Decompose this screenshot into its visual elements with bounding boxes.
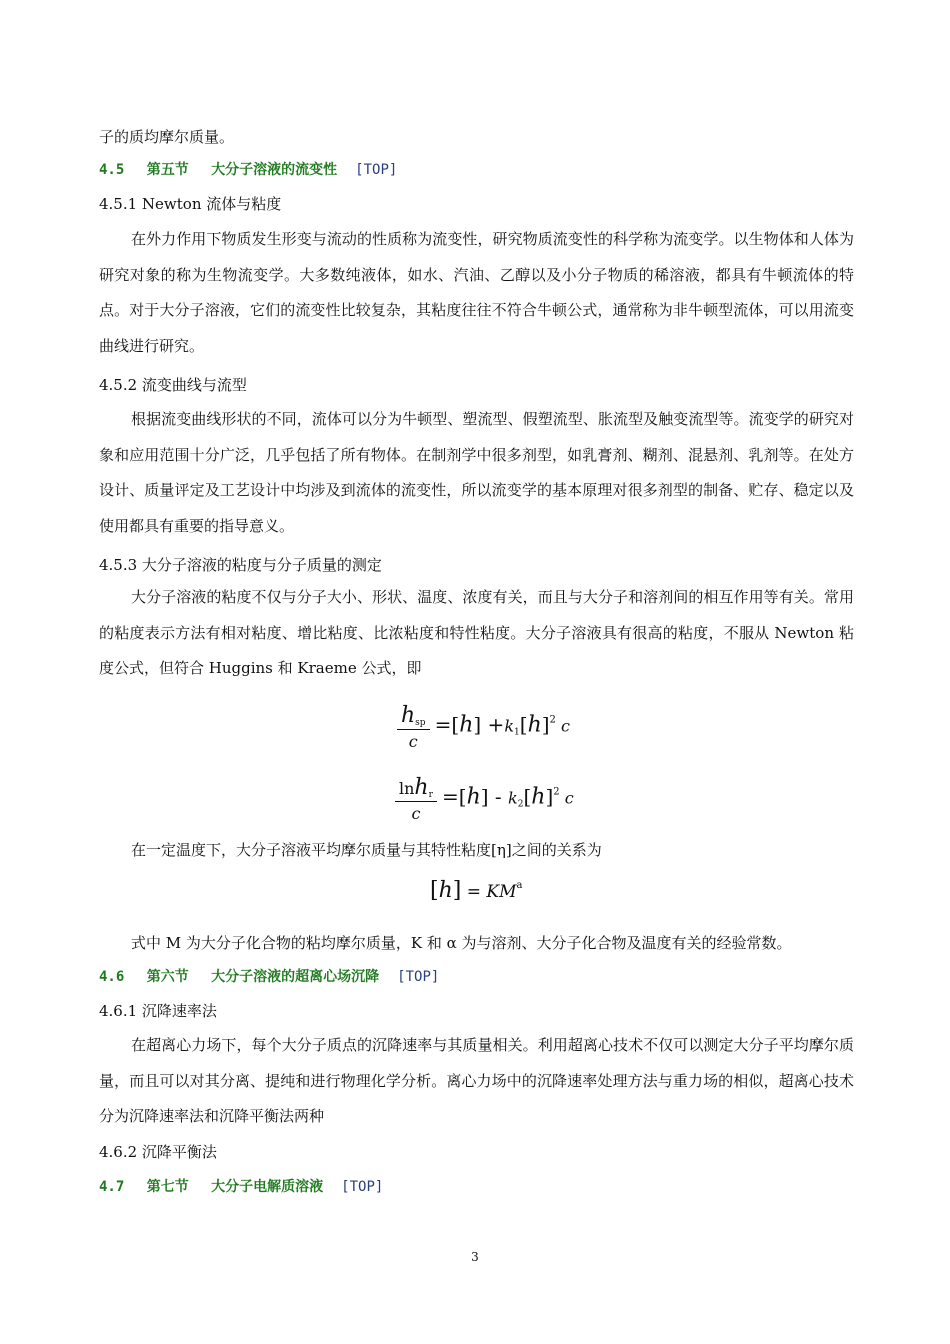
intro-tail-text: 子的质均摩尔质量。 bbox=[99, 128, 235, 146]
paragraph-temperature-relation: 在一定温度下，大分子溶液平均摩尔质量与其特性粘度[η]之间的关系为 bbox=[131, 841, 602, 859]
mark-houwink-formula: $[h] = KM^a$ bbox=[430, 878, 523, 903]
section-4-6-heading bbox=[99, 967, 439, 987]
subsection-4-5-1-heading: 4.5.1 Newton 流体与粘度 bbox=[99, 195, 282, 213]
subsection-4-5-2-heading: 4.5.2 流变曲线与流型 bbox=[99, 376, 247, 394]
section-4-6-top-link[interactable]: [TOP] bbox=[397, 969, 440, 985]
subsection-4-6-2-heading: 4.6.2 沉降平衡法 bbox=[99, 1143, 217, 1161]
section-4-7-heading bbox=[99, 1177, 383, 1197]
subsection-4-5-3-heading: 4.5.3 大分子溶液的粘度与分子质量的测定 bbox=[99, 556, 382, 574]
section-4-5-title: 4.5 第五节 大分子溶液的流变性 bbox=[99, 162, 338, 178]
huggins-fraction: $\frac{h_{sp}}{c}$ bbox=[397, 703, 430, 751]
section-4-6-title: 4.6 第六节 大分子溶液的超离心场沉降 bbox=[99, 969, 380, 985]
paragraph-4-5-3: 大分子溶液的粘度不仅与分子大小、形状、温度、浓度有关，而且与大分子和溶剂间的相互作用等有关。常用的粘度表示方法有相对粘度、增比粘度、比浓粘度和特性粘度。大分子溶液具有很高的粘度，不服从 Newton 粘度公式，但符合 Huggins 和 Kraeme 公式，即 bbox=[99, 588, 854, 677]
huggins-formula: $\frac{h_{sp}}{c}$ $=[h] +k_1[h]^2$ c bbox=[397, 703, 570, 751]
kraemer-formula: $\frac{\ln h_r}{c}$ $=[h] - k_2[h]^2$ c bbox=[395, 775, 574, 823]
page-number: 3 bbox=[471, 1250, 479, 1264]
paragraph-4-5-2: 根据流变曲线形状的不同，流体可以分为牛顿型、塑流型、假塑流型、胀流型及触变流型等。流变学的研究对象和应用范围十分广泛，几乎包括了所有物体。在制剂学中很多剂型，如乳膏剂、糊剂、混悬剂、乳剂等。在处方设计、质量评定及工艺设计中均涉及到流体的流变性，所以流变学的基本原理对很多剂型的制备、贮存、稳定以及使用都具有重要的指导意义。 bbox=[99, 410, 854, 535]
kraemer-fraction: $\frac{\ln h_r}{c}$ bbox=[395, 775, 437, 823]
paragraph-where-definitions: 式中 M 为大分子化合物的粘均摩尔质量，K 和 α 为与溶剂、大分子化合物及温度有关的经验常数。 bbox=[131, 934, 792, 952]
section-4-7-top-link[interactable]: [TOP] bbox=[341, 1179, 384, 1195]
section-4-5-top-link[interactable]: [TOP] bbox=[355, 162, 398, 178]
section-4-7-title: 4.7 第七节 大分子电解质溶液 bbox=[99, 1179, 324, 1195]
subsection-4-6-1-heading: 4.6.1 沉降速率法 bbox=[99, 1002, 217, 1020]
paragraph-4-6-1: 在超离心力场下，每个大分子质点的沉降速率与其质量相关。利用超离心技术不仅可以测定大分子平均摩尔质量，而且可以对其分离、提纯和进行物理化学分析。离心力场中的沉降速率处理方法与重力场的相似，超离心技术分为沉降速率法和沉降平衡法两种 bbox=[99, 1036, 854, 1125]
paragraph-4-5-1: 在外力作用下物质发生形变与流动的性质称为流变性，研究物质流变性的科学称为流变学。以生物体和人体为研究对象的称为生物流变学。大多数纯液体，如水、汽油、乙醇以及小分子物质的稀溶液，都具有牛顿流体的特点。对于大分子溶液，它们的流变性比较复杂，其粘度往往不符合牛顿公式，通常称为非牛顿型流体，可以用流变曲线进行研究。 bbox=[99, 230, 854, 355]
section-4-5-heading bbox=[99, 160, 397, 180]
